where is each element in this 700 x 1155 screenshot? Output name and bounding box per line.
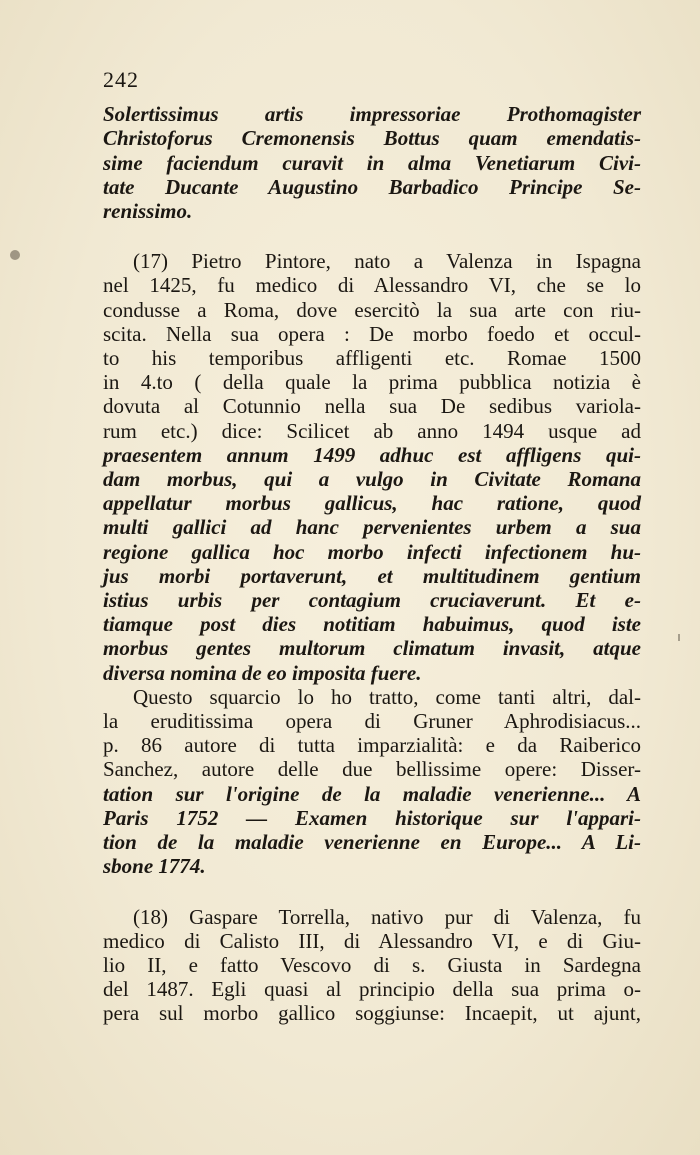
text-line: istius urbis per contagium cruciaverunt. Et e- <box>103 588 641 613</box>
text-line: renissimo. <box>103 199 193 224</box>
page-number: 242 <box>103 67 139 92</box>
text-line: tiamque post dies notitiam habuimus, quod iste <box>103 612 641 637</box>
text-line: Sanchez, autore delle due bellissime opere: Disser- <box>103 757 641 782</box>
text-line: sbone 1774. <box>103 854 206 879</box>
text-line: del 1487. Egli quasi al principio della sua prima o- <box>103 977 641 1002</box>
text-line: multi gallici ad hanc pervenientes urbem a sua <box>103 515 641 540</box>
footnote-17-line: (17) Pietro Pintore, nato a Valenza in Ispagna <box>133 249 641 274</box>
text-line: Christoforus Cremonensis Bottus quam emendatis- <box>103 126 641 151</box>
text-line: condusse a Roma, dove esercitò la sua arte con riu- <box>103 297 641 322</box>
text-line: morbus gentes multorum climatum invasit, atque <box>103 636 641 661</box>
text-line: dovuta al Cotunnio nella sua De sedibus variola- <box>103 394 641 419</box>
text-line: p. 86 autore di tutta imparzialità: e da Raiberico <box>103 733 641 758</box>
text-line: appellatur morbus gallicus, hac ratione, quod <box>103 491 641 516</box>
page-content <box>103 68 641 1026</box>
text-line: lio II, e fatto Vescovo di s. Giusta in Sardegna <box>103 952 641 977</box>
text-line: Questo squarcio lo ho tratto, come tanti altri, dal- <box>133 684 641 709</box>
text-line: Paris 1752 — Examen historique sur l'appari- <box>103 805 641 830</box>
text-line: rum etc.) dice: Scilicet ab anno 1494 usque ad <box>103 418 641 443</box>
text-line: diversa nomina de eo imposita fuere. <box>103 660 422 685</box>
text-line: regione gallica hoc morbo infecti infectionem hu- <box>103 539 641 564</box>
text-line: scita. Nella sua opera : De morbo foedo et occul- <box>103 321 641 346</box>
paragraph-gap <box>103 223 641 249</box>
text-line: tion de la maladie venerienne en Europe... A Li- <box>103 830 641 855</box>
text-line: tate Ducante Augustino Barbadico Principe Se- <box>103 174 641 199</box>
margin-mark <box>678 634 680 641</box>
footnote-18-line: (18) Gaspare Torrella, nativo pur di Valenza, fu <box>133 904 641 929</box>
text-line: medico di Calisto III, di Alessandro VI, e di Giu- <box>103 928 641 953</box>
text-line: jus morbi portaverunt, et multitudinem gentium <box>103 563 641 588</box>
text-line: Solertissimus artis impressoriae Prothomagister <box>103 102 641 127</box>
text-line: praesentem annum 1499 adhuc est affligens qui- <box>103 442 641 467</box>
text-line: in 4.to ( della quale la prima pubblica notizia è <box>103 370 641 395</box>
text-line: sime faciendum curavit in alma Venetiarum Civi- <box>103 150 641 175</box>
ink-spot <box>10 250 20 260</box>
text-line: pera sul morbo gallico soggiunse: Incaepit, ut ajunt, <box>103 1001 641 1026</box>
text-line: tation sur l'origine de la maladie venerienne... A <box>103 781 641 806</box>
text-line: dam morbus, qui a vulgo in Civitate Romana <box>103 467 641 492</box>
text-line: la eruditissima opera di Gruner Aphrodisiacus... <box>103 709 641 734</box>
text-line: to his temporibus affligenti etc. Romae 1500 <box>103 346 641 371</box>
paragraph-gap <box>103 879 641 905</box>
text-line: nel 1425, fu medico di Alessandro VI, che se lo <box>103 273 641 298</box>
